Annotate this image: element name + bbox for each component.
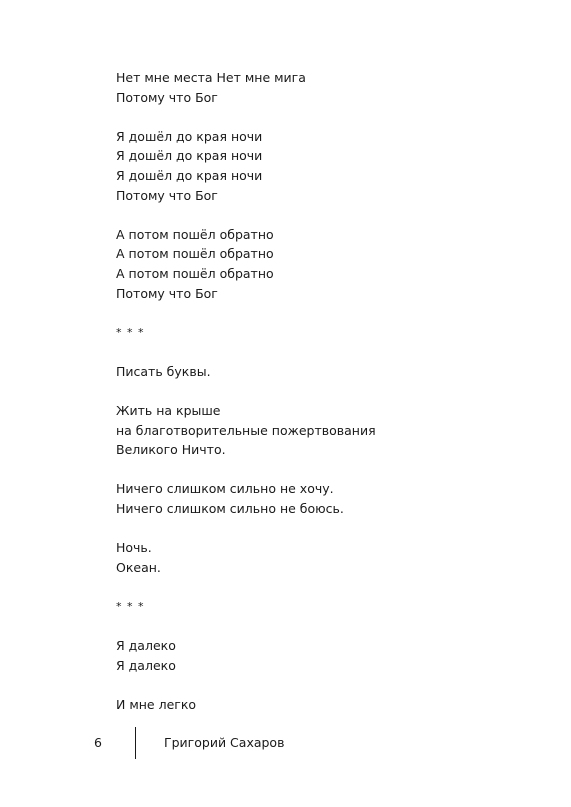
poem-line: Потому что Бог <box>116 89 218 105</box>
poem-line: Ничего слишком сильно не хочу. <box>116 481 334 497</box>
stanza-separator: * * * <box>116 600 145 614</box>
poem-line: Нет мне места Нет мне мига <box>116 70 306 85</box>
poem-line: Я далеко <box>116 657 176 673</box>
page-number: 6 <box>94 735 102 750</box>
stanza <box>116 479 536 518</box>
stanza <box>116 636 536 675</box>
stanza <box>116 538 536 577</box>
poem-line: Ничего слишком сильно не боюсь. <box>116 501 344 517</box>
footer-author: Григорий Сахаров <box>164 735 285 750</box>
poem-line: А потом пошёл обратно <box>116 265 274 281</box>
stanza <box>116 127 536 205</box>
poem-line: Я далеко <box>116 638 176 654</box>
poem-line: Я дошёл до края ночи <box>116 128 263 144</box>
poem-line: А потом пошёл обратно <box>116 226 274 242</box>
poem-line: Я дошёл до края ночи <box>116 148 263 164</box>
poem-line: на благотворительные пожертвования <box>116 422 376 438</box>
poem-line: Я дошёл до края ночи <box>116 167 263 183</box>
poem-line: Ночь. <box>116 540 152 556</box>
stanza <box>116 68 536 107</box>
poem-line: Океан. <box>116 559 161 575</box>
stanza <box>116 225 536 303</box>
poem-line: А потом пошёл обратно <box>116 246 274 262</box>
poem-line: Писать буквы. <box>116 363 211 379</box>
stanza <box>116 695 536 715</box>
footer-divider <box>135 727 136 759</box>
stanza <box>116 362 536 382</box>
poem-line: Великого Ничто. <box>116 442 226 458</box>
poem-text <box>116 68 536 734</box>
stanza-separator: * * * <box>116 325 145 339</box>
stanza <box>116 401 536 460</box>
poem-line: И мне легко <box>116 697 197 712</box>
poem-line: Потому что Бог <box>116 187 218 203</box>
poem-line: Жить на крыше <box>116 403 221 419</box>
poem-line: Потому что Бог <box>116 285 218 301</box>
